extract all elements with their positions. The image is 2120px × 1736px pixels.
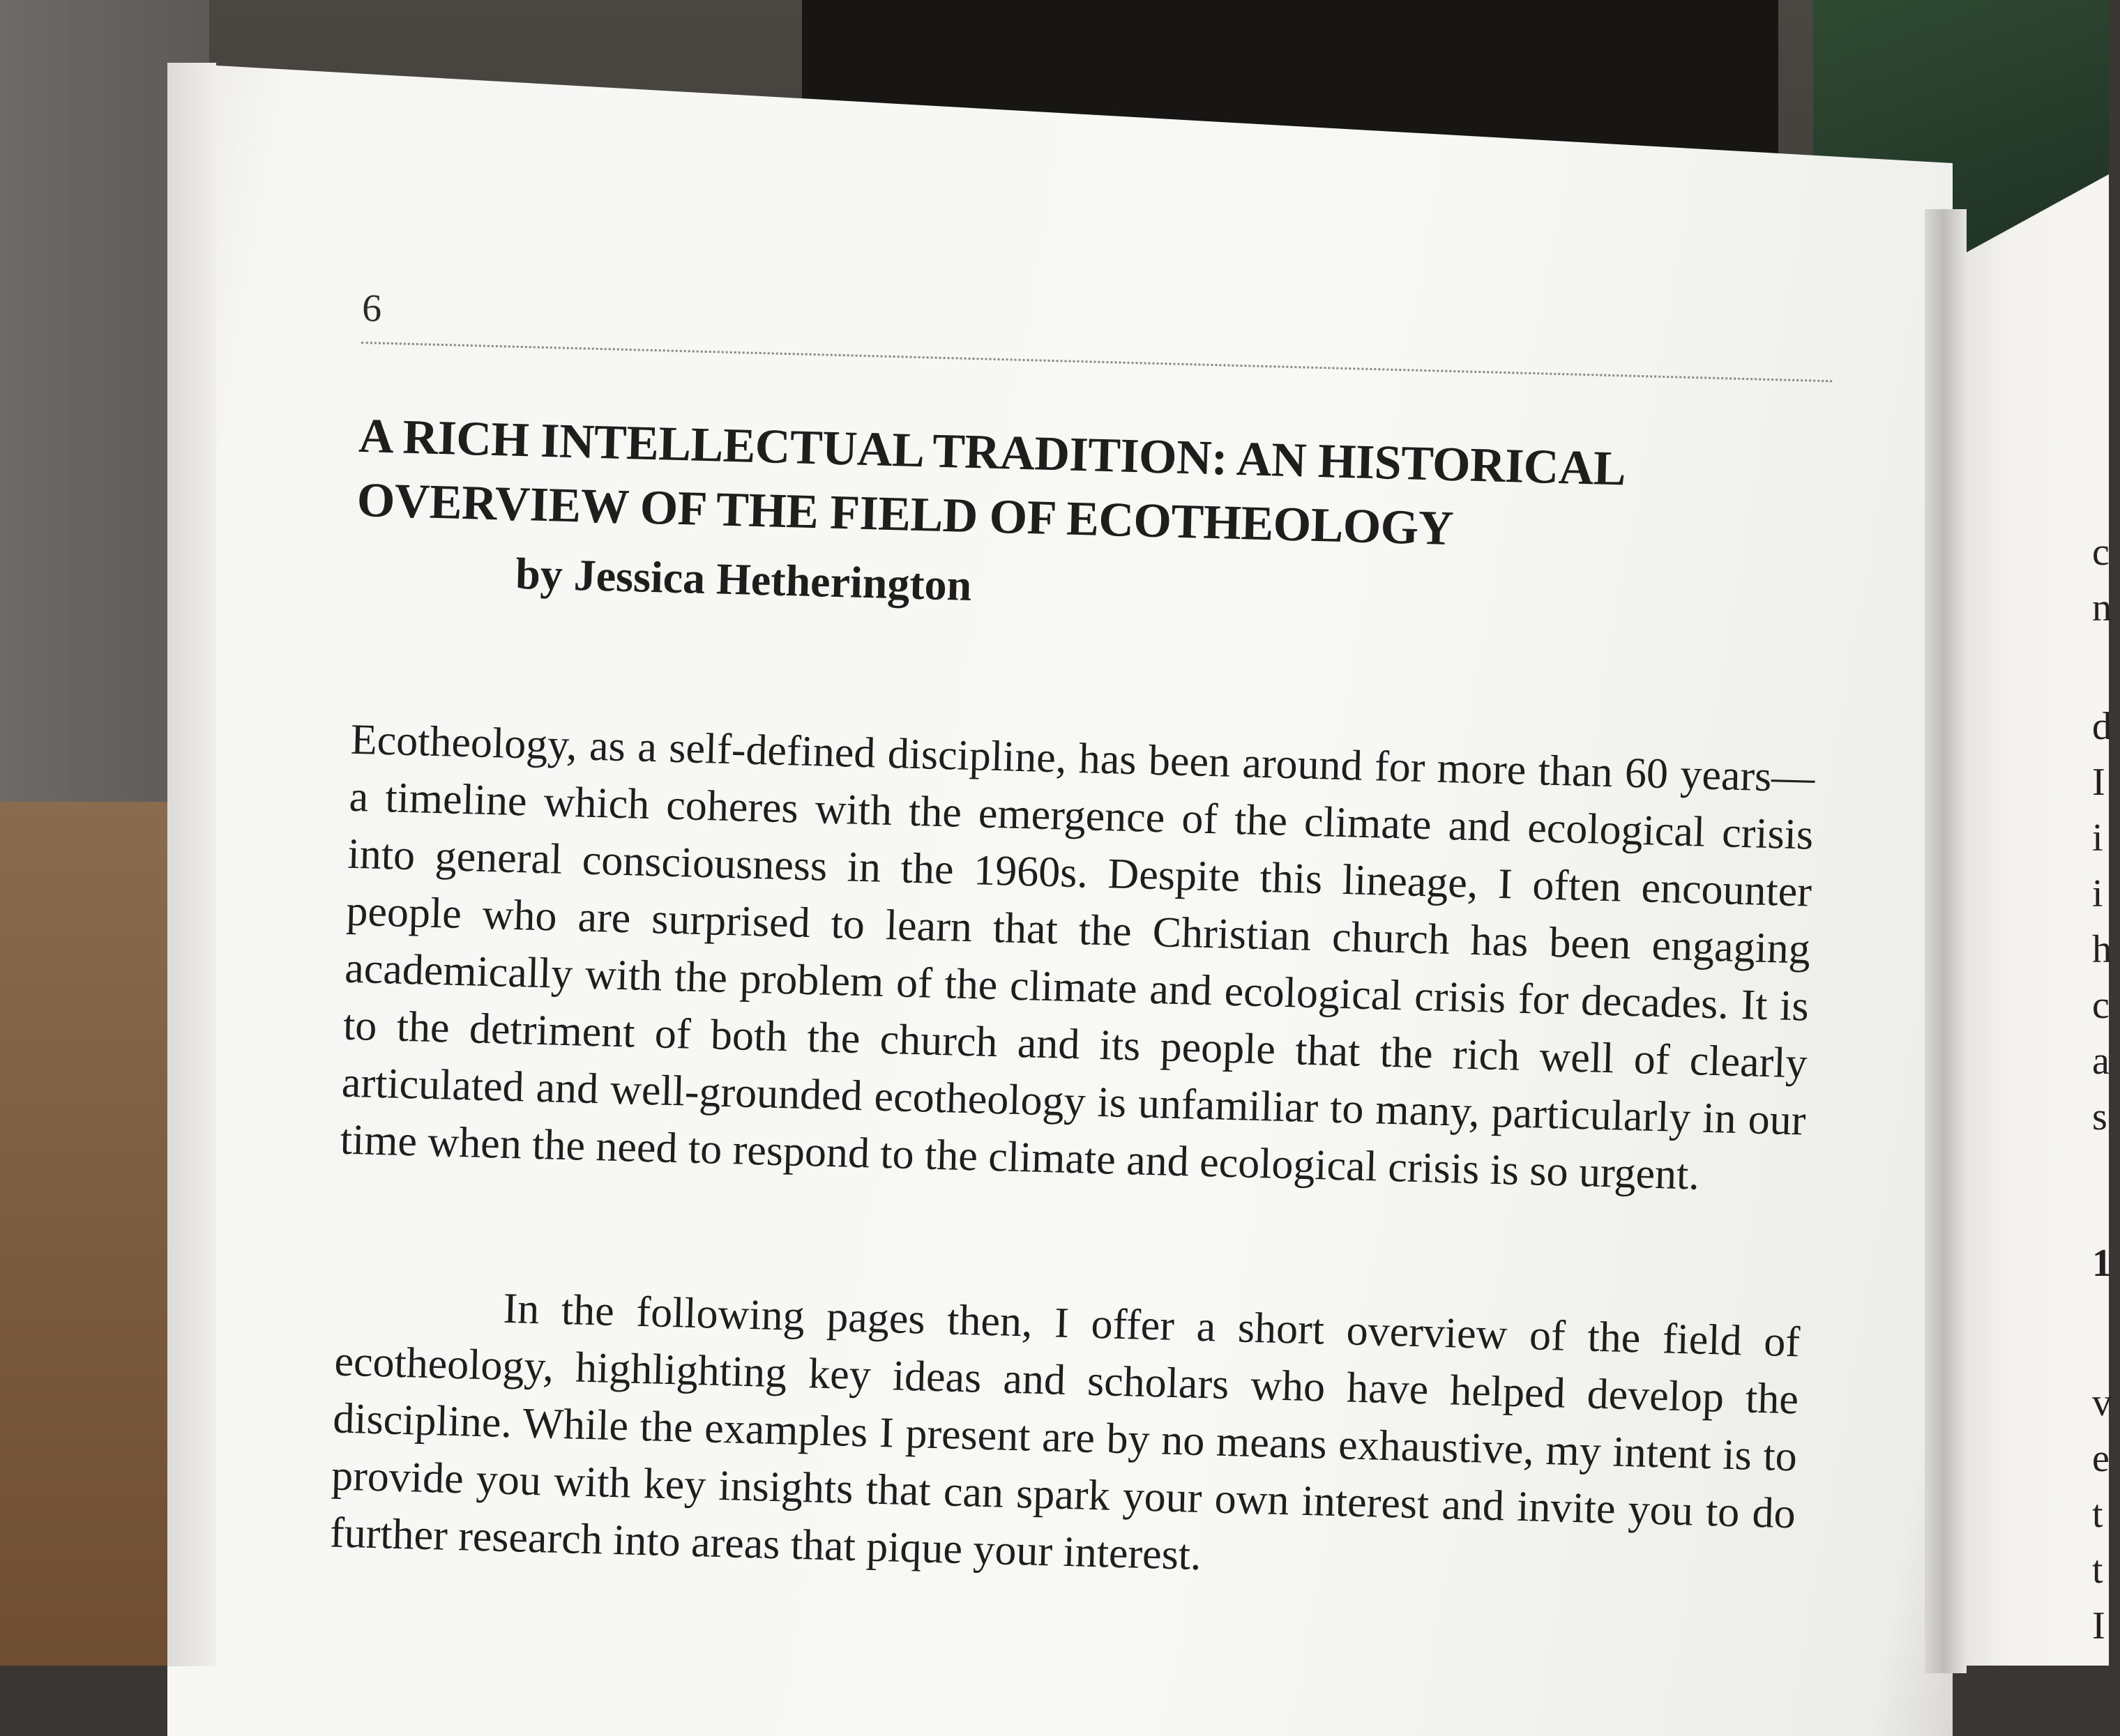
right-page-fragment: i — [2092, 872, 2103, 915]
book-gutter — [1925, 209, 1967, 1673]
right-page-fragment: t — [2092, 1548, 2103, 1592]
right-page-fragment: I — [2092, 1604, 2105, 1647]
right-page-fragment: I — [2092, 761, 2105, 804]
right-page-fragment: 1 — [2092, 1242, 2112, 1285]
article-byline: by Jessica Hetherington — [515, 548, 973, 610]
right-page-fragment: h — [2092, 928, 2112, 971]
article-title: A RICH INTELLECTUAL TRADITION: AN HISTORICAL OVERVIEW OF THE FIELD OF ECOTHEOLOGY — [356, 409, 1624, 556]
right-page-fragment: i — [2092, 816, 2103, 860]
right-book-page — [1946, 174, 2109, 1666]
body-paragraph-2: In the following pages then, I offer a short overview of the field of ecotheology, highlighting key ideas and scholars who have helped develop the discipline. While the examples I present are by no means exhaustive, my intent is to provide you with key insights that can spark your own interest and invite you to do further research into areas that pique your interest. — [329, 1284, 1801, 1580]
right-page-fragment: t — [2092, 1493, 2103, 1536]
right-page-fragment: c — [2092, 984, 2110, 1027]
page-edge — [167, 63, 216, 1666]
right-page-fragment: d — [2092, 705, 2112, 748]
right-page-fragment: c — [2092, 531, 2110, 574]
right-page-fragment: n — [2092, 586, 2112, 630]
right-page-fragment: v — [2092, 1381, 2112, 1424]
page-number: 6 — [361, 286, 382, 330]
body-paragraph-1: Ecotheology, as a self-defined discipline, has been around for more than 60 years—a timeline which coheres with the emergence of the climate and ecological crisis into general consciousness in the 1960s. Despite this lineage, I often encounter people who are surprised to learn that the Christian church has been engaging academically with the problem of the climate and ecological crisis for decades. It is to the detriment of both the church and its people that the rich well of clearly articulated and well-grounded ecotheology is unfamiliar to many, particularly in our time when the need to respond to the climate and ecological crisis is so urgent. — [340, 715, 1816, 1199]
right-page-fragment: e — [2092, 1437, 2110, 1480]
right-page-fragment: s — [2092, 1095, 2107, 1139]
right-page-fragment: a — [2092, 1040, 2110, 1083]
